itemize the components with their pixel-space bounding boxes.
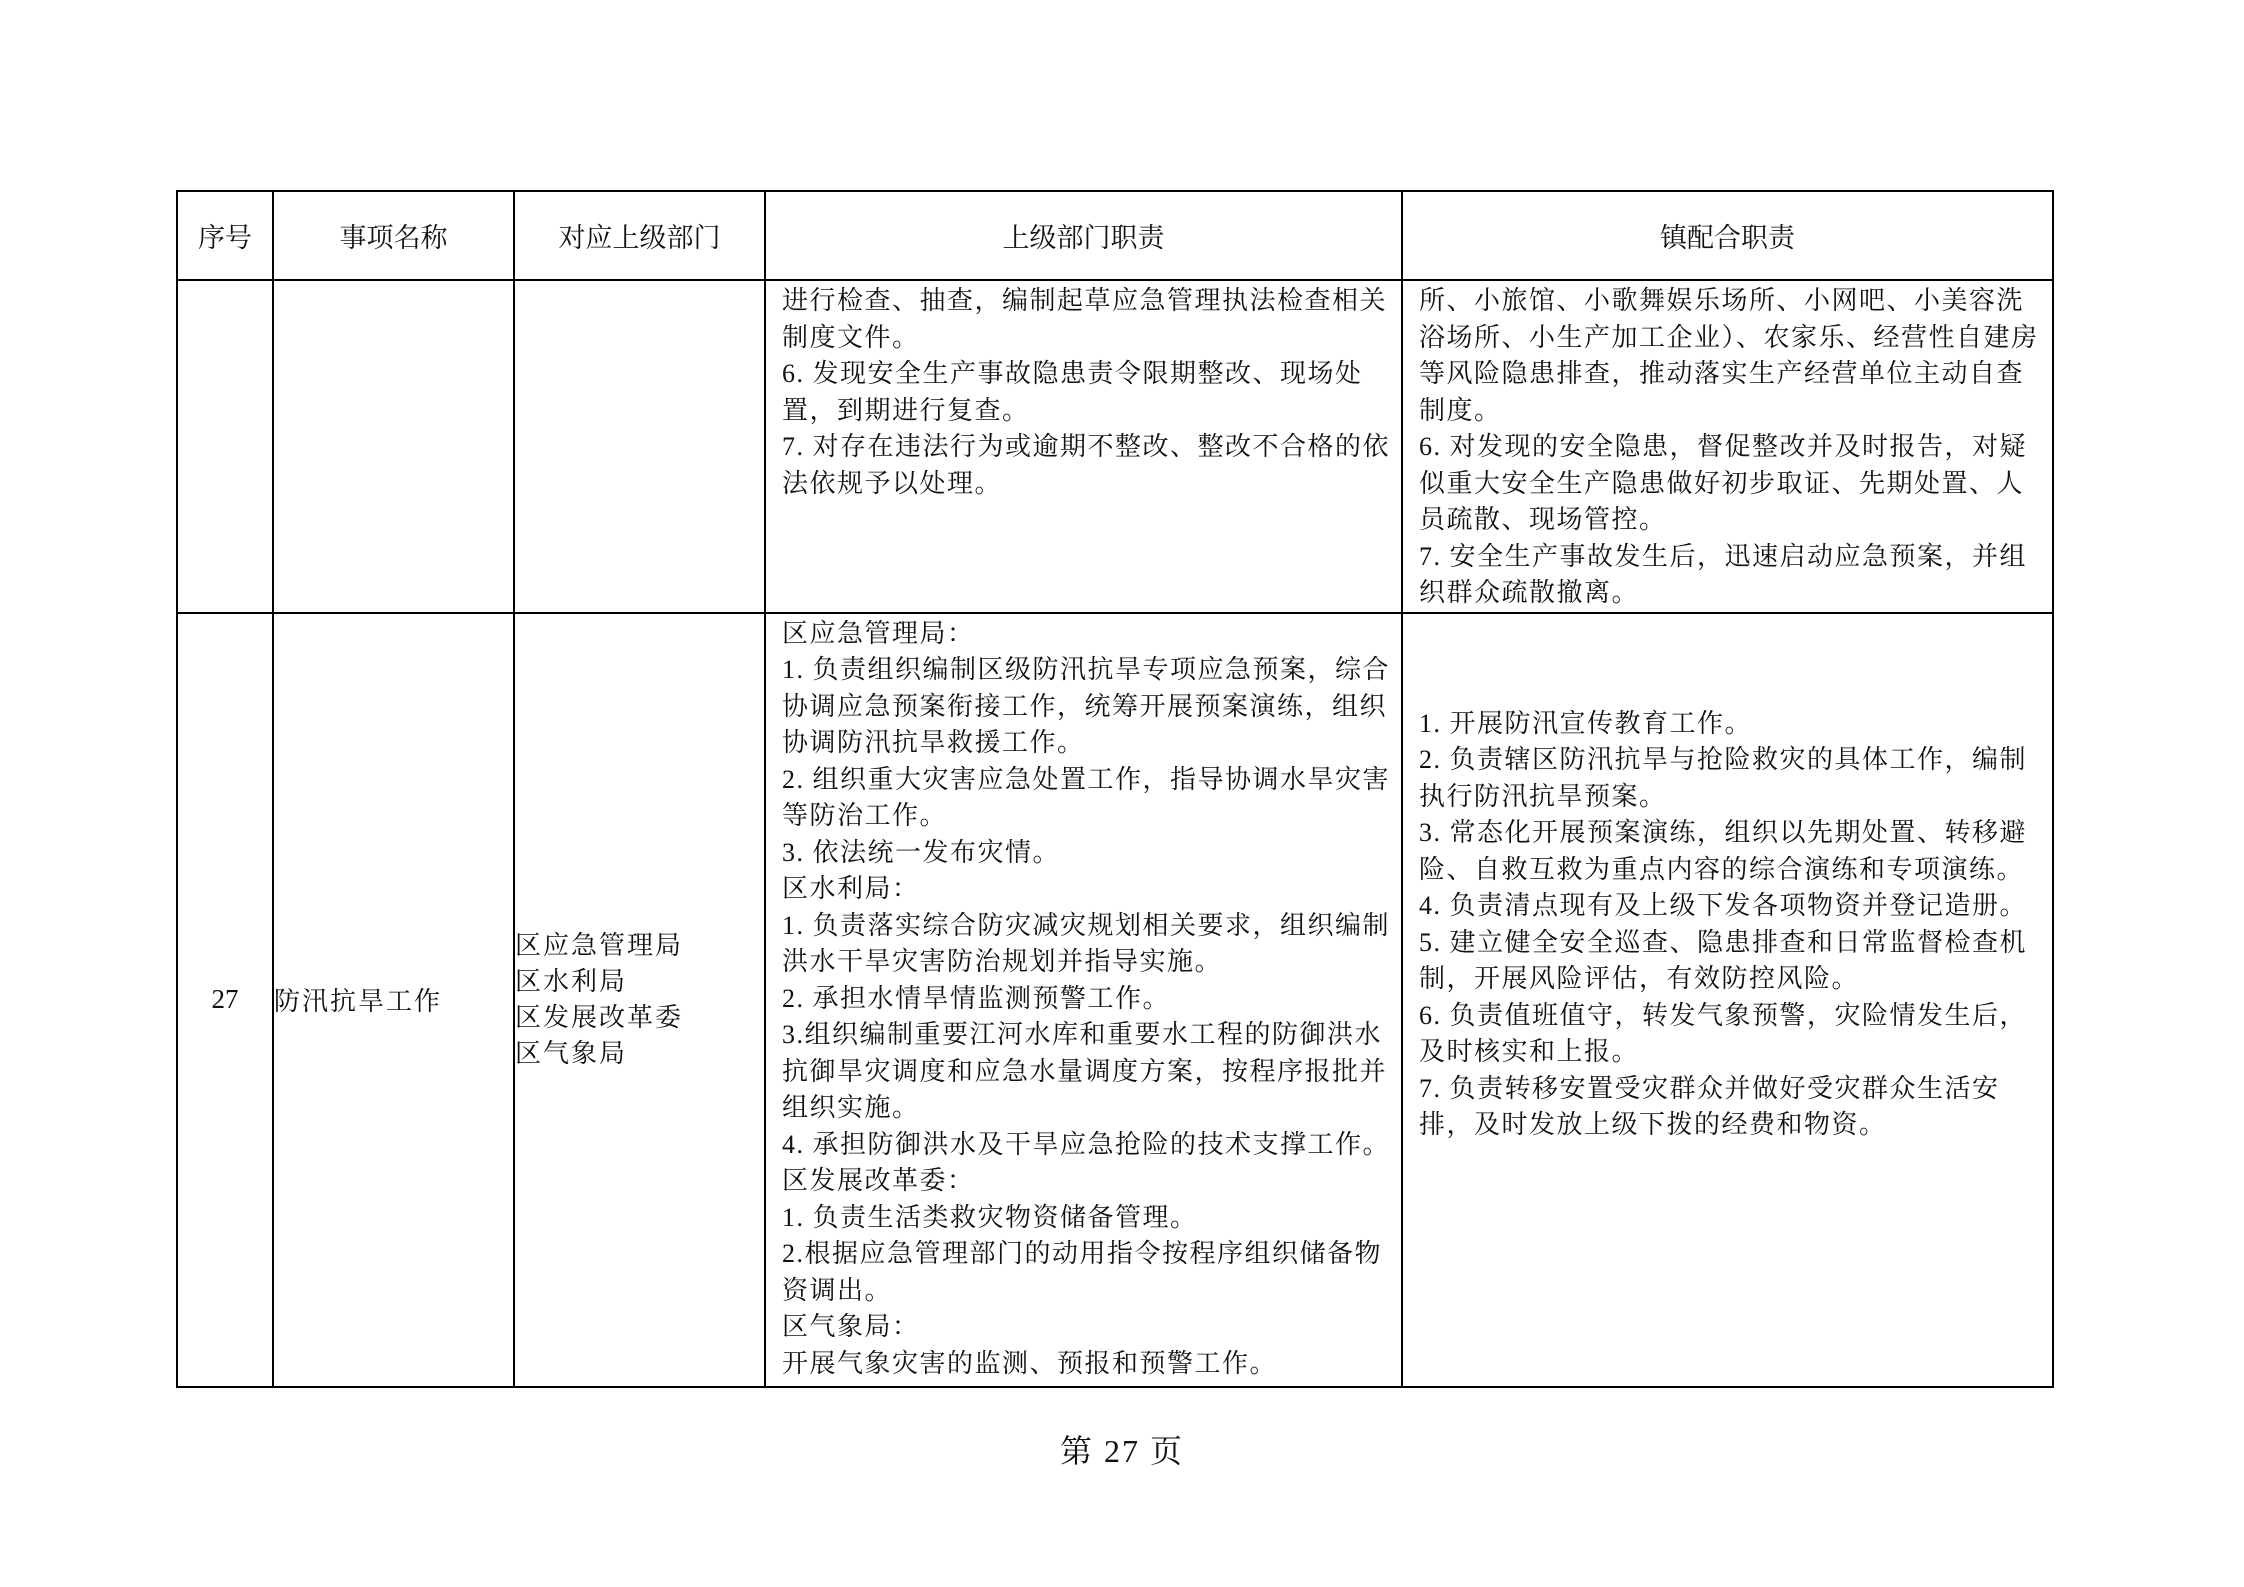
department-name: 区应急管理局 bbox=[515, 930, 684, 960]
header-seq: 序号 bbox=[177, 191, 273, 280]
duty-line: 3. 常态化开展预案演练，组织以先期处置、转移避险、自救互救为重点内容的综合演练和专项演练。 bbox=[1419, 818, 2028, 884]
duty-line: 1. 负责组织编制区级防汛抗旱专项应急预案，综合协调应急预案衔接工作，统筹开展预案演练，组织协调防汛抗旱救援工作。 bbox=[782, 655, 1391, 757]
table-row bbox=[177, 280, 2053, 613]
responsibility-table bbox=[176, 190, 2054, 1388]
duty-line: 1. 负责落实综合防灾减灾规划相关要求，组织编制洪水干旱灾害防治规划并指导实施。 bbox=[782, 910, 1391, 976]
duty-line: 2. 组织重大灾害应急处置工作，指导协调水旱灾害等防治工作。 bbox=[782, 764, 1391, 830]
table-header-row bbox=[177, 191, 2053, 280]
cell-town-duties bbox=[1402, 613, 2053, 1387]
duty-line: 2. 承担水情旱情监测预警工作。 bbox=[782, 983, 1171, 1013]
header-town-duties: 镇配合职责 bbox=[1402, 191, 2053, 280]
cell-superior-duties bbox=[765, 613, 1402, 1387]
table-row bbox=[177, 613, 2053, 1387]
cell-superior-duties bbox=[765, 280, 1402, 613]
duty-line: 3. 依法统一发布灾情。 bbox=[782, 837, 1061, 867]
duty-line: 6. 发现安全生产事故隐患责令限期整改、现场处置，到期进行复查。 bbox=[782, 359, 1363, 425]
cell-seq bbox=[177, 280, 273, 613]
duty-heading: 区应急管理局： bbox=[782, 618, 975, 648]
duty-heading: 区水利局： bbox=[782, 874, 920, 903]
duty-line: 2. 负责辖区防汛抗旱与抢险救灾的具体工作，编制执行防汛抗旱预案。 bbox=[1419, 745, 2028, 811]
cell-departments bbox=[514, 613, 765, 1387]
duty-heading: 区气象局： bbox=[782, 1312, 920, 1341]
duty-line: 2.根据应急管理部门的动用指令按程序组织储备物资调出。 bbox=[782, 1239, 1383, 1305]
department-name: 区水利局 bbox=[515, 966, 628, 996]
duty-line: 7. 对存在违法行为或逾期不整改、整改不合格的依法依规予以处理。 bbox=[782, 432, 1391, 498]
department-name: 区气象局 bbox=[515, 1038, 628, 1068]
duty-line: 3.组织编制重要江河水库和重要水工程的防御洪水抗御旱灾调度和应急水量调度方案，按程序报批并组织实施。 bbox=[782, 1020, 1388, 1122]
cell-town-duties bbox=[1402, 280, 2053, 613]
cell-seq: 27 bbox=[177, 613, 273, 1387]
header-superior-duties: 上级部门职责 bbox=[765, 191, 1402, 280]
duty-line: 1. 负责生活类救灾物资储备管理。 bbox=[782, 1202, 1198, 1232]
duty-line: 1. 开展防汛宣传教育工作。 bbox=[1419, 708, 1753, 738]
duty-line: 进行检查、抽查，编制起草应急管理执法检查相关制度文件。 bbox=[782, 286, 1388, 352]
cell-departments bbox=[514, 280, 765, 613]
department-name: 区发展改革委 bbox=[515, 1002, 684, 1032]
cell-item-name bbox=[273, 280, 514, 613]
header-item-name: 事项名称 bbox=[273, 191, 514, 280]
duty-line: 7. 安全生产事故发生后，迅速启动应急预案，并组织群众疏散撤离。 bbox=[1419, 541, 2028, 607]
duty-line: 7. 负责转移安置受灾群众并做好受灾群众生活安排，及时发放上级下拨的经费和物资。 bbox=[1419, 1073, 2000, 1139]
duty-line: 4. 负责清点现有及上级下发各项物资并登记造册。 bbox=[1419, 891, 2028, 920]
duty-line: 开展气象灾害的监测、预报和预警工作。 bbox=[782, 1348, 1278, 1378]
duty-line: 6. 负责值班值守，转发气象预警，灾险情发生后，及时核实和上报。 bbox=[1419, 1000, 2028, 1066]
duty-line: 6. 对发现的安全隐患，督促整改并及时报告，对疑似重大安全生产隐患做好初步取证、先期处置、人员疏散、现场管控。 bbox=[1419, 432, 2028, 534]
duty-line: 5. 建立健全安全巡查、隐患排查和日常监督检查机制，开展风险评估，有效防控风险。 bbox=[1419, 927, 2028, 993]
duty-line: 4. 承担防御洪水及干旱应急抢险的技术支撑工作。 bbox=[782, 1129, 1391, 1159]
page-number: 第 27 页 bbox=[1059, 1433, 1184, 1469]
duty-heading: 区发展改革委： bbox=[782, 1166, 975, 1195]
cell-item-name: 防汛抗旱工作 bbox=[273, 613, 514, 1387]
duty-line: 所、小旅馆、小歌舞娱乐场所、小网吧、小美容洗浴场所、小生产加工企业）、农家乐、经营性自建房等风险隐患排查，推动落实生产经营单位主动自查制度。 bbox=[1419, 286, 2039, 425]
header-superior-department: 对应上级部门 bbox=[514, 191, 765, 280]
